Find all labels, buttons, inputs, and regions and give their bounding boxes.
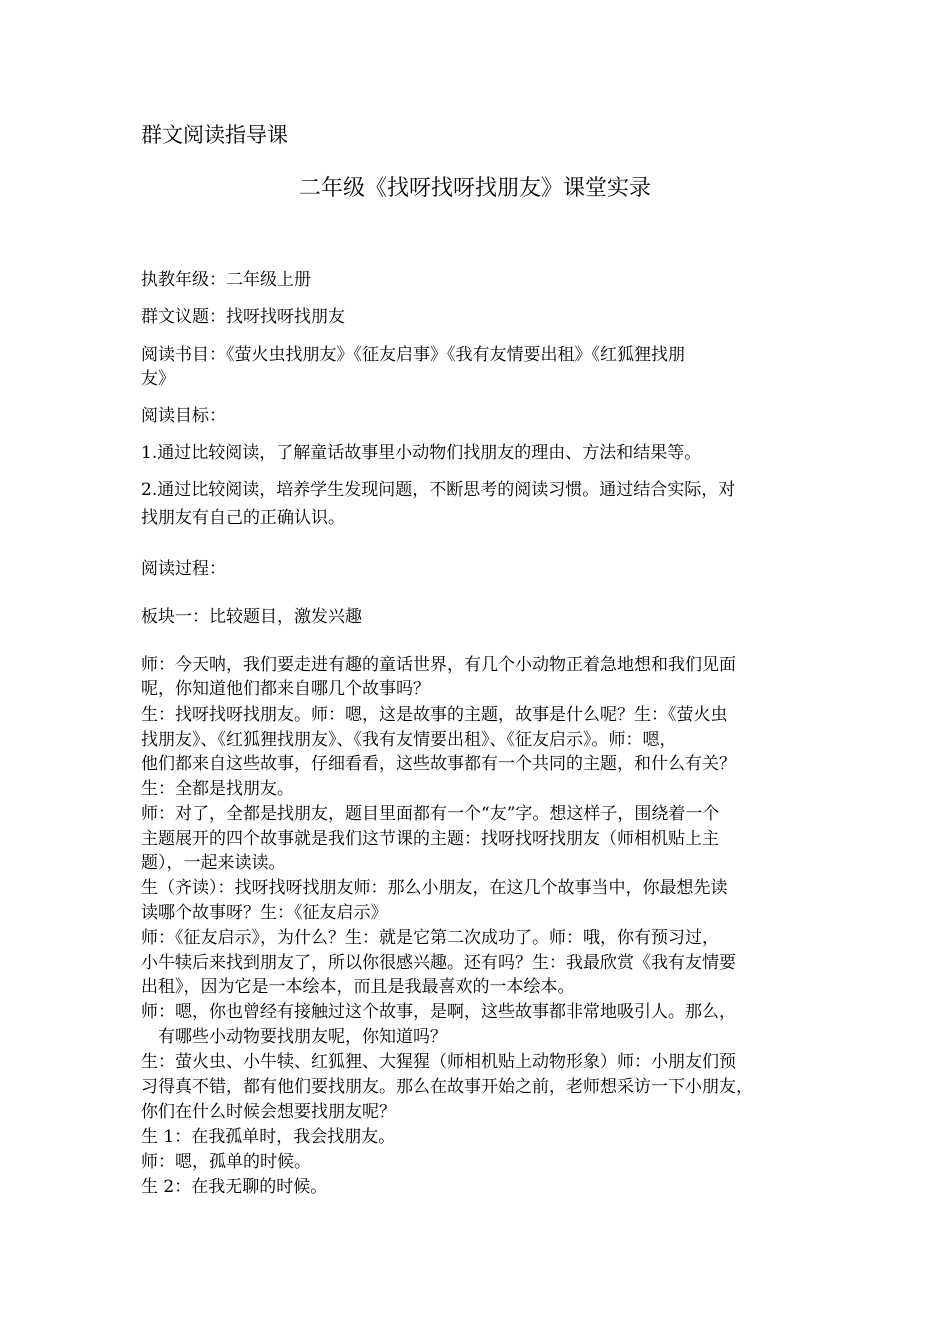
transcript-line: 你们在什么时候会想要找朋友呢？ [141, 1102, 396, 1122]
section-one-title: 板块一：比较题目，激发兴趣 [141, 607, 362, 627]
transcript-line: 生（齐读）：找呀找呀找朋友师：那么小朋友，在这几个故事当中，你最想先读 [141, 878, 728, 898]
goal-1: 1.通过比较阅读，了解童话故事里小动物们找朋友的理由、方法和结果等。 [141, 443, 702, 463]
goal-2-cont: 找朋友有自己的正确认识。 [141, 508, 345, 528]
process-label: 阅读过程： [141, 559, 226, 579]
info-books: 阅读书目：《萤火虫找朋友》《征友启事》《我有友情要出租》《红狐狸找朋 [141, 345, 685, 365]
transcript-line: 题），一起来读读。 [141, 853, 286, 873]
transcript-line: 师：今天呐，我们要走进有趣的童话世界，有几个小动物正着急地想和我们见面 [141, 655, 736, 675]
transcript-line: 师：对了，全都是找朋友，题目里面都有一个“友”字。想这样子，围绕着一个 [141, 804, 720, 824]
goals-label: 阅读目标： [141, 406, 226, 426]
transcript-line: 生：找呀找呀找朋友。师：嗯，这是故事的主题，故事是什么呢？生：《萤火虫 [141, 705, 728, 725]
transcript-line: 找朋友》、《红狐狸找朋友》、《我有友情要出租》、《征友启示》。师：嗯， [141, 730, 677, 750]
transcript-line: 生：萤火虫、小牛犊、红狐狸、大猩猩（师相机贴上动物形象）师：小朋友们预 [141, 1052, 736, 1072]
transcript-line: 生：全都是找朋友。 [141, 779, 294, 799]
info-topic: 群文议题：找呀找呀找朋友 [141, 307, 345, 327]
goal-2: 2.通过比较阅读，培养学生发现问题，不断思考的阅读习惯。通过结合实际，对 [141, 480, 736, 500]
transcript-line: 有哪些小动物要找朋友呢，你知道吗？ [158, 1027, 447, 1047]
transcript-line: 师：《征友启示》，为什么？生：就是它第二次成功了。师：哦，你有预习过， [141, 928, 719, 948]
info-grade: 执教年级：二年级上册 [141, 270, 311, 290]
transcript-line: 师：嗯，你也曾经有接触过这个故事，是啊，这些故事都非常地吸引人。那么， [141, 1002, 736, 1022]
transcript-line: 生 2：在我无聊的时候。 [141, 1177, 328, 1197]
document-heading: 群文阅读指导课 [141, 123, 288, 147]
document-title: 二年级《找呀找呀找朋友》课堂实录 [298, 176, 651, 201]
transcript-line: 他们都来自这些故事，仔细看看，这些故事都有一个共同的主题，和什么有关？ [141, 754, 736, 774]
transcript-line: 生 1：在我孤单时，我会找朋友。 [141, 1127, 396, 1147]
transcript-line: 小牛犊后来找到朋友了，所以你很感兴趣。还有吗？生：我最欣赏《我有友情要 [141, 953, 736, 973]
transcript-line: 出租》，因为它是一本绘本，而且是我最喜欢的一本绘本。 [141, 977, 575, 997]
transcript-line: 读哪个故事呀？生：《征友启示》 [141, 903, 388, 923]
transcript-line: 师：嗯，孤单的时候。 [141, 1152, 311, 1172]
transcript-line: 习得真不错，都有他们要找朋友。那么在故事开始之前，老师想采访一下小朋友， [141, 1077, 753, 1097]
transcript-line: 主题展开的四个故事就是我们这节课的主题：找呀找呀找朋友（师相机贴上主 [141, 829, 719, 849]
info-books-cont: 友》 [141, 369, 175, 389]
transcript-line: 呢，你知道他们都来自哪几个故事吗？ [141, 679, 430, 699]
